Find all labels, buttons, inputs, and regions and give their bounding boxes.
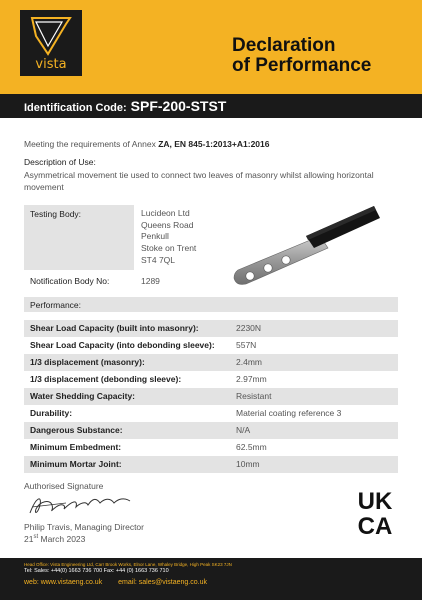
table-row [24,354,398,371]
logo-mark-icon [26,16,76,56]
performance-row-value: 10mm [236,459,260,469]
performance-row-label: Shear Load Capacity (into debonding sleeve): [30,340,215,350]
identification-label: Identification Code: [24,102,127,114]
table-row [24,320,398,337]
performance-row-value: Material coating reference 3 [236,408,342,418]
signer-name: Philip Travis, Managing Director [24,522,144,532]
table-row [24,337,398,354]
identification-code: SPF-200-STST [130,98,227,114]
ukca-line-1: UK [357,488,393,515]
testing-body-line: Queens Road [141,219,194,230]
notification-body-value: 1289 [141,276,160,286]
performance-row-value: Resistant [236,391,272,401]
performance-row-label: Durability: [30,408,73,418]
table-row [24,456,398,473]
performance-row-label: Shear Load Capacity (built into masonry): [30,323,199,333]
logo-text: vista [35,57,67,72]
performance-row-label: 1/3 displacement (masonry): [30,357,145,367]
footer-address: Head Office: Vista Engineering Ltd, Carr Brook Works, Elnor Lane, Whaley Bridge, High Peak SK23 7JN [24,562,232,567]
meeting-requirements [24,139,269,149]
performance-label: Performance: [30,300,82,310]
testing-body-label: Testing Body: [30,209,82,219]
table-row [24,388,398,405]
performance-row-label: 1/3 displacement (debonding sleeve): [30,374,182,384]
performance-row-label: Minimum Embedment: [30,442,122,452]
footer-web-link[interactable]: web: www.vistaeng.co.uk [24,579,103,586]
document-title [232,36,382,76]
meeting-standard: ZA, EN 845-1:2013+A1:2016 [158,139,270,149]
date-suffix: st [33,534,39,541]
footer [0,558,422,600]
vista-logo [20,10,82,76]
table-row [24,405,398,422]
table-row [24,371,398,388]
ukca-line-2: CA [357,513,393,537]
wall-tie-product-image [228,198,388,298]
meeting-prefix: Meeting the requirements of Annex [24,139,159,149]
testing-body-address [141,208,196,267]
performance-row-value: 2230N [236,323,262,333]
testing-body-line: Penkull [141,231,169,242]
performance-row-label: Water Shedding Capacity: [30,391,136,401]
identification-bar [0,94,422,118]
footer-email-link[interactable]: email: sales@vistaeng.co.uk [118,579,207,586]
authorised-signature-label: Authorised Signature [24,481,104,491]
testing-body-line: ST4 7QL [141,254,176,265]
title-line-1: Declaration [232,35,336,56]
performance-row-value: 62.5mm [236,442,267,452]
performance-row-value: 2.4mm [236,357,262,367]
footer-contact [24,579,221,586]
table-row [24,422,398,439]
performance-row-value: N/A [236,425,251,435]
description-heading: Description of Use: [24,157,96,167]
performance-table [24,320,398,473]
performance-row-label: Dangerous Substance: [30,425,123,435]
handwritten-signature [26,493,136,519]
performance-row-value: 557N [236,340,257,350]
table-row [24,439,398,456]
performance-row-value: 2.97mm [236,374,267,384]
footer-phones: Tel: Sales: +44(0) 1663 736 700 Fax: +44 (0) 1663 736 710 [24,568,169,574]
date-day: 21 [24,534,34,544]
notification-body-label: Notification Body No: [30,276,110,286]
performance-row-label: Minimum Mortar Joint: [30,459,122,469]
testing-body-line: Stoke on Trent [141,243,197,254]
testing-body-line: Lucideon Ltd [141,208,190,218]
date-rest: March 2023 [38,534,86,544]
description-text: Asymmetrical movement tie used to connect two leaves of masonry whilst allowing horizontal movement [24,170,374,192]
signature-date [24,534,85,544]
title-line-2: of Performance [232,55,372,76]
ukca-mark-icon [352,487,398,537]
header-band [0,0,422,94]
